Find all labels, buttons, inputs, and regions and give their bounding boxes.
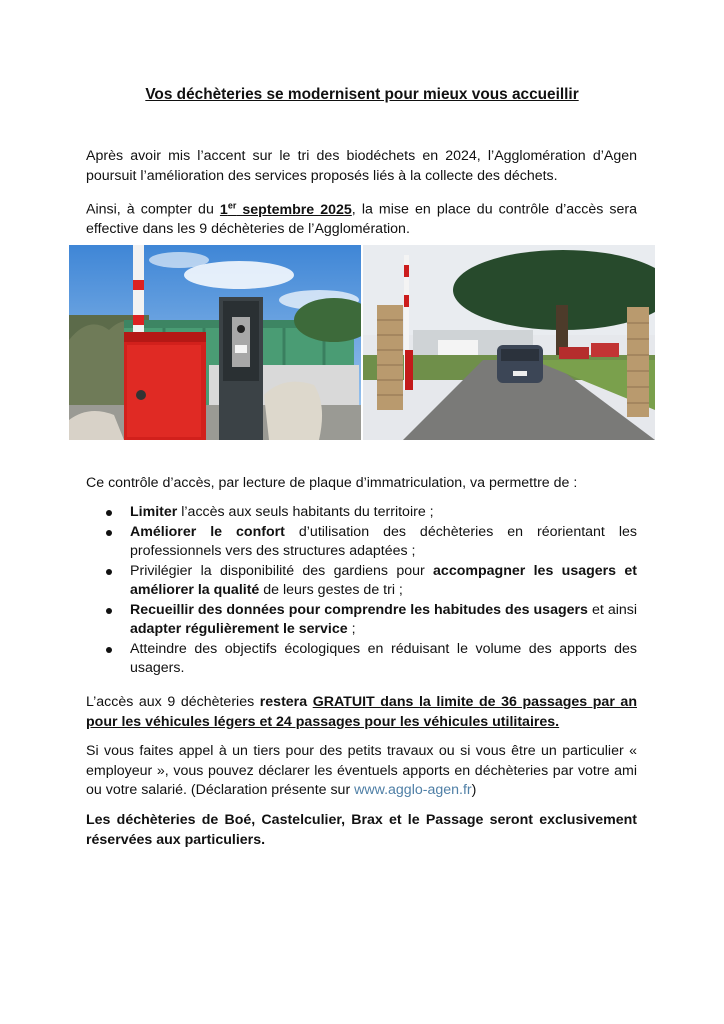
benefits-list	[86, 503, 637, 679]
closing-paragraph: Les déchèteries de Boé, Castelculier, Brax et le Passage seront exclusivement réservées aux particuliers.	[86, 812, 637, 848]
list-item: Recueillir des données pour comprendre les habitudes des usagers et ainsi adapter régulièrement le service ;	[86, 601, 637, 640]
third-party-paragraph: Si vous faites appel à un tiers pour des petits travaux ou si vous être un particulier « employeur », vous pouvez déclarer les éventuels apports en déchèteries par votre ami ou votre salarié. (Déclaration présente sur www.agglo-agen.fr)	[86, 743, 637, 798]
bullet-icon	[106, 569, 112, 575]
access-paragraph: L’accès aux 9 déchèteries restera GRATUIT dans la limite de 36 passages par an pour les véhicules légers et 24 passages pour les véhicules utilitaires.	[86, 694, 637, 730]
bullet-icon	[106, 510, 112, 516]
list-item: Atteindre des objectifs écologiques en réduisant le volume des apports des usagers.	[86, 640, 637, 679]
photo-access-terminal	[69, 245, 361, 440]
intro-paragraph-2: Ainsi, à compter du 1er septembre 2025, la mise en place du contrôle d’accès sera effective dans les 9 déchèteries de l’Agglomération.	[86, 200, 637, 238]
bullet-icon	[106, 530, 112, 536]
intro-paragraph-1: Après avoir mis l’accent sur le tri des biodéchets en 2024, l’Agglomération d’Agen poursuit l’amélioration des services proposés liés à la collecte des déchets.	[86, 148, 637, 184]
photo-entrance-gate	[363, 245, 655, 440]
list-item: Privilégier la disponibilité des gardiens pour accompagner les usagers et améliorer la qualité de leurs gestes de tri ;	[86, 562, 637, 601]
bullet-icon	[106, 608, 112, 614]
list-item: Limiter l’accès aux seuls habitants du territoire ;	[86, 503, 637, 523]
page-title: Vos déchèteries se modernisent pour mieux vous accueillir	[145, 86, 579, 103]
bullet-icon	[106, 647, 112, 653]
lead-paragraph: Ce contrôle d’accès, par lecture de plaque d’immatriculation, va permettre de :	[86, 475, 578, 491]
list-item: Améliorer le confort d’utilisation des déchèteries en réorientant les professionnels vers des structures adaptées ;	[86, 523, 637, 562]
agglo-agen-link[interactable]: www.agglo-agen.fr	[354, 782, 472, 798]
